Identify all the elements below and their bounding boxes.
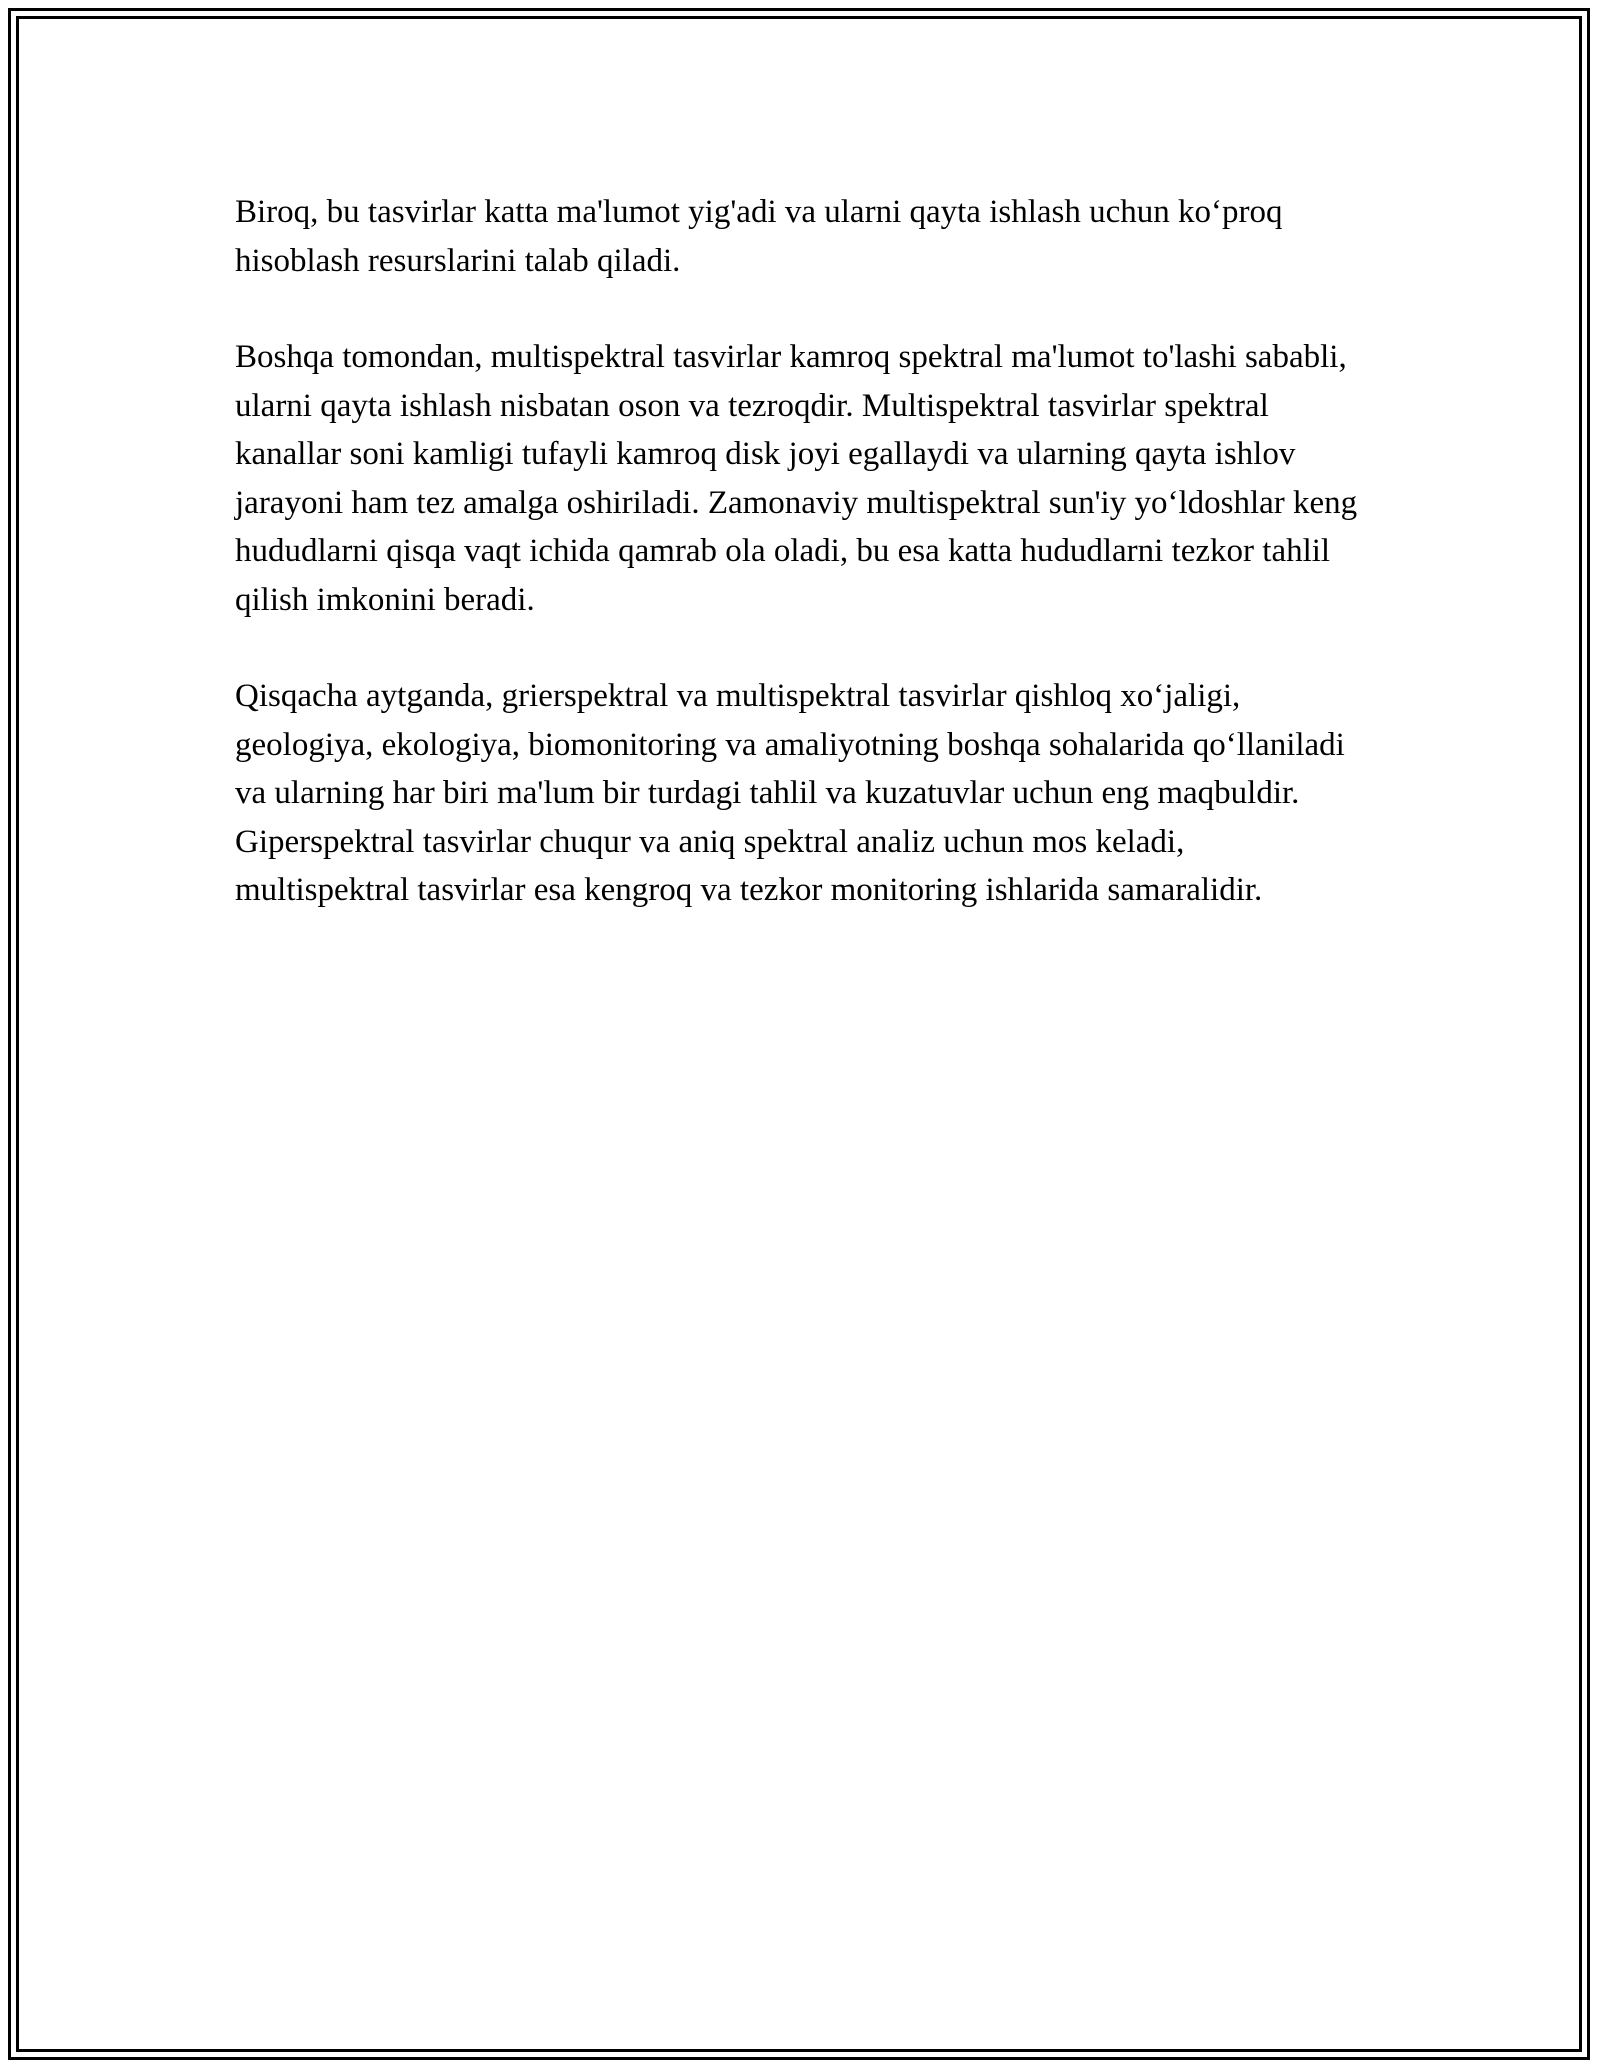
paragraph-1: Biroq, bu tasvirlar katta ma'lumot yig'adi va ularni qayta ishlash uchun ko‘proq hisoblash resurslarini talab qiladi. (235, 194, 1283, 279)
document-body (235, 188, 1365, 963)
paragraph-3: Qisqacha aytganda, grierspektral va multispektral tasvirlar qishloq xo‘jaligi, geologiya, ekologiya, biomonitoring va amaliyotning boshqa sohalarida qo‘llaniladi va ularning har biri ma'lum bir turdagi tahlil va kuzatuvlar uchun eng maqbuldir. Giperspektral tasvirlar chuqur va aniq spektral analiz uchun mos keladi, multispektral tasvirlar esa kengroq va tezkor monitoring ishlarida samaralidir. (235, 678, 1345, 908)
paragraph-2: Boshqa tomondan, multispektral tasvirlar kamroq spektral ma'lumot to'lashi sababli, ularni qayta ishlash nisbatan oson va tezroqdir. Multispektral tasvirlar spektral kanallar soni kamligi tufayli kamroq disk joyi egallaydi va ularning qayta ishlov jarayoni ham tez amalga oshiriladi. Zamonaviy multispektral sun'iy yo‘ldoshlar keng hududlarni qisqa vaqt ichida qamrab ola oladi, bu esa katta hududlarni tezkor tahlil qilish imkonini beradi. (235, 339, 1358, 618)
